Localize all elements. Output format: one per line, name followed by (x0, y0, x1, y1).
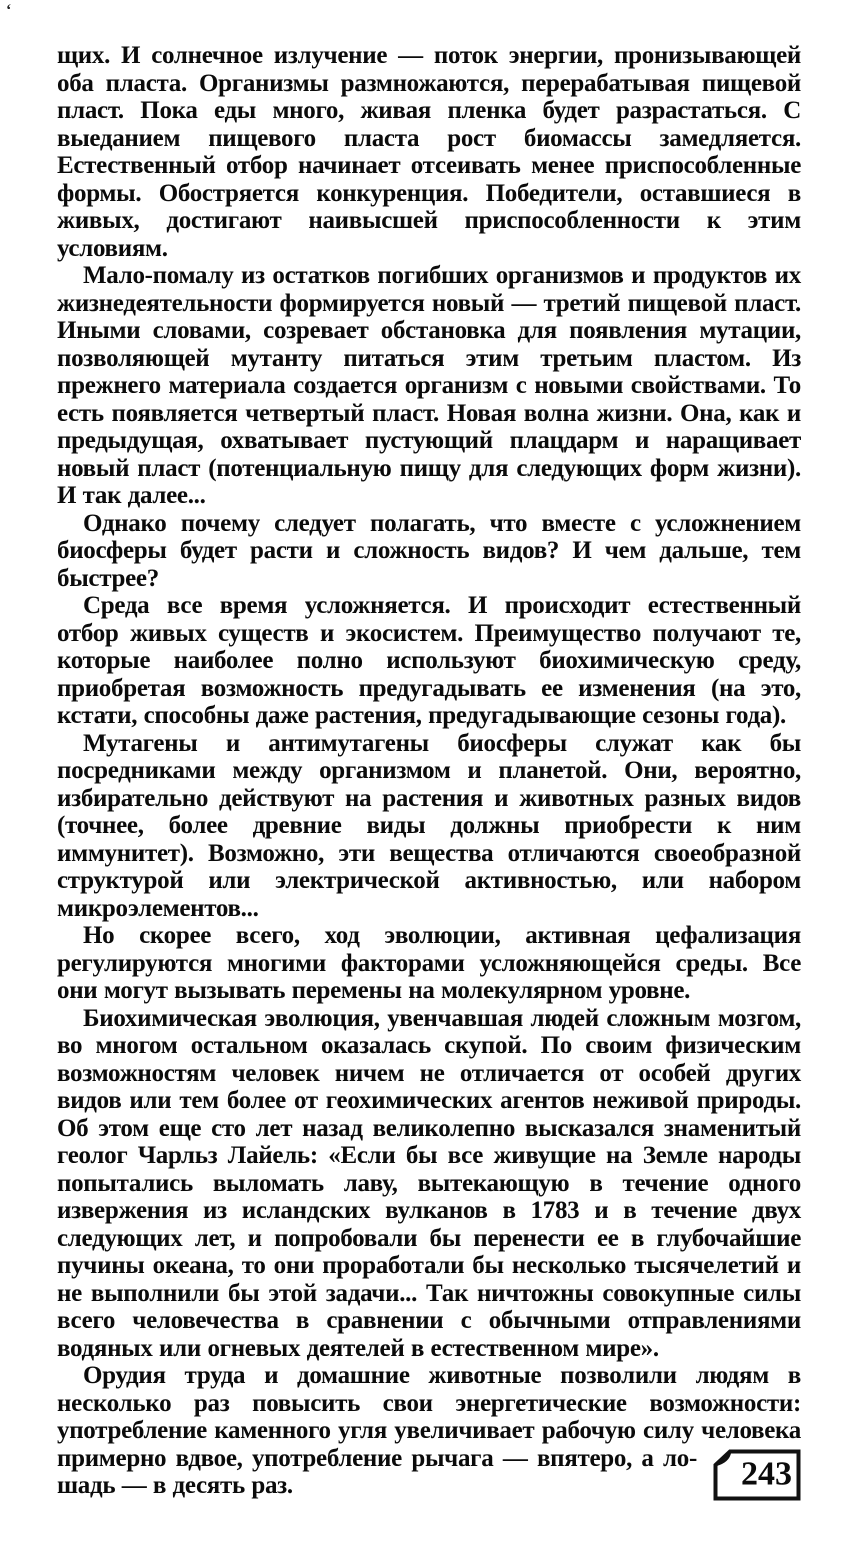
paragraph-7: Биохимическая эволюция, увенчавшая людей сложным мозгом, во многом остальном оказалась скупой. По своим физическим возможностям человек ничем не отличается от особей других видов или тем более от геохимических агентов неживой природы. Об этом еще сто лет назад великолепно высказался знаменитый геолог Чарльз Лайель: «Если бы все живущие на Земле народы попытались выломать лаву, вытекающую в течение одного извержения из исландских вулканов в 1783 и в течение двух следующих лет, и попробовали бы перенести ее в глубочайшие пучины океана, то они проработали бы несколько тысячелетий и не выполнили бы этой задачи... Так ничтожны совокупные силы всего человечества в сравнении с обычными отправлениями водяных или огневых деятелей в естественном мире». (57, 1004, 801, 1362)
paragraph-1: щих. И солнечное излучение — поток энергии, пронизывающей оба пласта. Организмы размножаются, перерабатывая пищевой пласт. Пока еды много, живая пленка будет разрастаться. С выеданием пищевого пласта рост биомассы замедляется. Естественный отбор начинает отсеивать менее приспособленные формы. Обостряется конкуренция. Победители, оставшиеся в живых, достигают наивысшей приспособленности к этим условиям. (57, 42, 801, 262)
paragraph-2: Мало-помалу из остатков погибших организмов и продуктов их жизнедеятельности формируется новый — третий пищевой пласт. Иными словами, созревает обстановка для появления мутации, позволяющей мутанту питаться этим третьим пластом. Из прежнего материала создается организм с новыми свойствами. То есть появляется четвертый пласт. Новая волна жизни. Она, как и предыдущая, охватывает пустующий плацдарм и наращивает новый пласт (потенциальную пищу для следующих форм жизни). И так далее... (57, 262, 801, 509)
paragraph-8-text-after-box: шадь — в десять раз. (57, 1472, 293, 1499)
paragraph-8 (57, 1362, 801, 1500)
page-number-box (713, 1449, 801, 1501)
scan-artifact: ‘ (6, 2, 12, 19)
paragraph-5: Мутагены и антимутагены биосферы служат как бы посредниками между организмом и планетой. Они, вероятно, избирательно действуют на растения и животных разных видов (точнее, более древние виды должны приобрести к ним иммунитет). Возможно, эти вещества отличаются своеобразной структурой или электрической активностью, или набором микроэлементов... (57, 729, 801, 922)
paragraph-6: Но скорее всего, ход эволюции, активная цефализация регулируются многими факторами усложняющейся среды. Все они могут вызывать перемены на молекулярном уровне. (57, 922, 801, 1004)
text-column (57, 42, 801, 1503)
paragraph-8-text-before-box: Орудия труда и домашние животные позволили людям в несколько раз повысить свои энергетические возможности: употребление каменного угля увеличивает рабочую силу человека примерно вдвое, употребление рычага — впятеро, а ло- (57, 1362, 801, 1472)
paragraph-4: Среда все время усложняется. И происходит естественный отбор живых существ и экосистем. Преимущество получают те, которые наиболее полно используют биохимическую среду, приобретая возможность предугадывать ее изменения (на это, кстати, способны даже растения, предугадывающие сезоны года). (57, 592, 801, 729)
page-number: 243 (741, 1454, 792, 1492)
paragraph-3: Однако почему следует полагать, что вместе с усложнением биосферы будет расти и сложность видов? И чем дальше, тем быстрее? (57, 509, 801, 592)
